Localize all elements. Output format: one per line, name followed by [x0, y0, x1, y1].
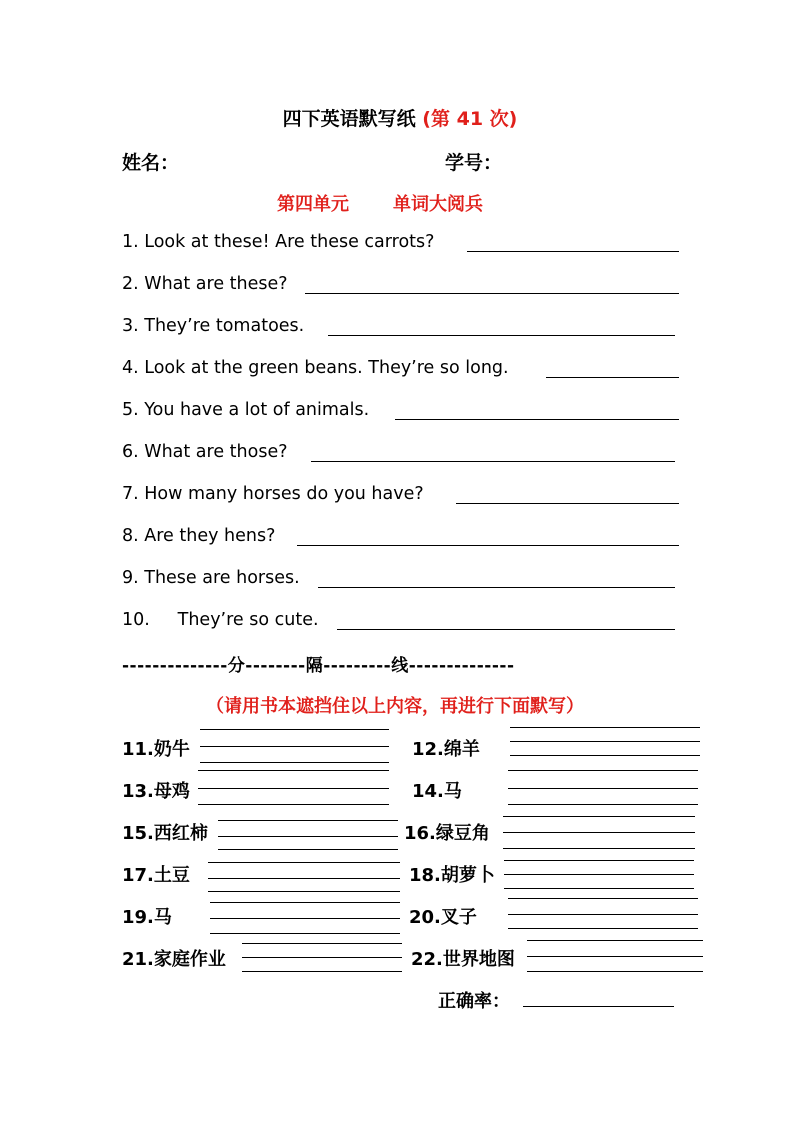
title-main: 四下英语默写纸 [282, 108, 416, 130]
answer-line-9[interactable] [318, 587, 675, 588]
word-line-14b [508, 788, 698, 789]
accuracy-label: 正确率： [438, 991, 510, 1012]
word-line-18a [504, 860, 694, 861]
unit-section: 单词大阅兵 [393, 194, 483, 215]
answer-line-3[interactable] [328, 335, 675, 336]
word-22: 22.世界地图 [411, 949, 515, 970]
word-line-11c[interactable] [200, 762, 389, 763]
word-line-18b [504, 874, 694, 875]
word-20: 20.叉子 [409, 907, 477, 928]
word-line-14a [508, 770, 698, 771]
page-title [0, 104, 800, 131]
word-13: 13.母鸡 [122, 781, 190, 802]
word-line-21a [242, 943, 402, 944]
word-line-17c[interactable] [208, 891, 400, 892]
name-label: 姓名： [122, 152, 180, 174]
word-15: 15.西红柿 [122, 823, 208, 844]
answer-line-2[interactable] [305, 293, 679, 294]
answer-line-7[interactable] [456, 503, 679, 504]
word-11: 11.奶牛 [122, 739, 190, 760]
word-line-13b [198, 788, 389, 789]
word-line-12c[interactable] [510, 755, 700, 756]
word-line-20a [508, 898, 698, 899]
word-line-22c[interactable] [527, 971, 703, 972]
word-17: 17.土豆 [122, 865, 190, 886]
word-line-16b [503, 832, 695, 833]
answer-line-5[interactable] [395, 419, 679, 420]
answer-line-6[interactable] [311, 461, 675, 462]
sentence-10: 10. They’re so cute. [122, 610, 319, 630]
sentence-7: 7. How many horses do you have? [122, 484, 424, 504]
word-19: 19.马 [122, 907, 172, 928]
cut-divider: --------------分--------隔---------线-------------- [122, 656, 515, 676]
sentence-8: 8. Are they hens? [122, 526, 276, 546]
word-line-19b [210, 918, 400, 919]
sentence-2: 2. What are these? [122, 274, 288, 294]
word-line-19c[interactable] [210, 933, 400, 934]
sentence-6: 6. What are those? [122, 442, 288, 462]
word-line-18c[interactable] [504, 888, 694, 889]
unit-name: 第四单元 [277, 194, 349, 215]
sentence-1: 1. Look at these! Are these carrots? [122, 232, 435, 252]
word-line-20c[interactable] [508, 928, 698, 929]
word-line-21c[interactable] [242, 971, 402, 972]
word-line-15c[interactable] [218, 849, 398, 850]
word-line-12a [510, 727, 700, 728]
word-line-22b [527, 956, 703, 957]
word-18: 18.胡萝卜 [409, 865, 495, 886]
word-16: 16.绿豆角 [404, 823, 490, 844]
word-line-11b [200, 746, 389, 747]
sentence-9: 9. These are horses. [122, 568, 300, 588]
word-line-13c[interactable] [198, 804, 389, 805]
student-number-label: 学号： [445, 152, 503, 174]
sentence-4: 4. Look at the green beans. They’re so long. [122, 358, 509, 378]
word-line-21b [242, 957, 402, 958]
answer-line-8[interactable] [297, 545, 679, 546]
word-line-16c[interactable] [503, 848, 695, 849]
answer-line-10[interactable] [337, 629, 675, 630]
word-21: 21.家庭作业 [122, 949, 226, 970]
answer-line-4[interactable] [546, 377, 679, 378]
word-line-19a [210, 902, 400, 903]
accuracy-line[interactable] [523, 1006, 674, 1007]
word-line-15a [218, 820, 398, 821]
answer-line-1[interactable] [467, 251, 679, 252]
word-line-14c[interactable] [508, 804, 698, 805]
word-line-13a [198, 770, 389, 771]
unit-heading [0, 190, 760, 216]
word-line-12b [510, 741, 700, 742]
word-line-17b [208, 878, 400, 879]
word-12: 12.绵羊 [412, 739, 480, 760]
word-line-17a [208, 862, 400, 863]
word-line-22a [527, 940, 703, 941]
word-line-16a [503, 816, 695, 817]
word-line-20b [508, 914, 698, 915]
sentence-5: 5. You have a lot of animals. [122, 400, 370, 420]
word-14: 14.马 [412, 781, 462, 802]
title-session: (第 41 次) [422, 108, 518, 130]
word-line-11a [200, 729, 389, 730]
sentence-3: 3. They’re tomatoes. [122, 316, 305, 336]
word-line-15b [218, 836, 398, 837]
instruction-note: （请用书本遮挡住以上内容，再进行下面默写） [206, 696, 584, 717]
